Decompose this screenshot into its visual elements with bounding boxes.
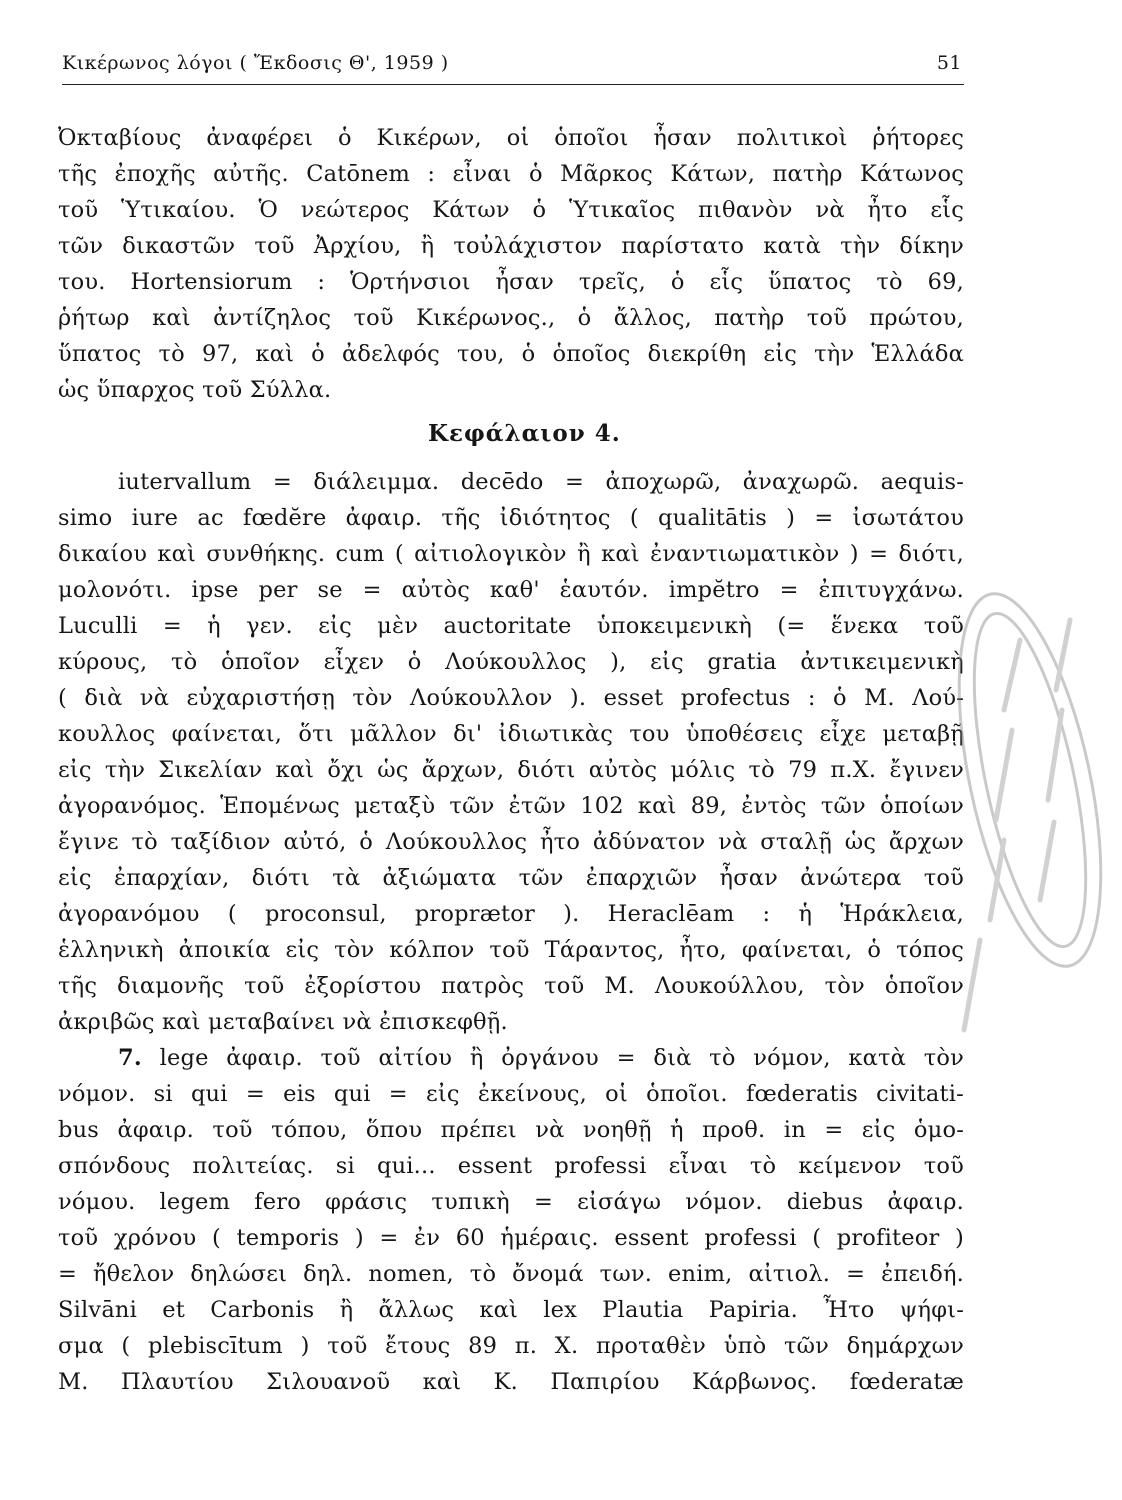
- text-line: Silvāni et Carbonis ἢ ἄλλως καὶ lex Plautia Papiria. Ἦτο ψήφι-: [58, 1297, 964, 1323]
- text-line: simo iure ac fœdĕre ἀφαιρ. τῆς ἰδιότητος ( qualitātis ) = ἰσωτάτου: [58, 505, 964, 531]
- text-line: εἰς ἐπαρχίαν, διότι τὰ ἀξιώματα τῶν ἐπαρχιῶν ἦσαν ἀνώτερα τοῦ: [58, 865, 964, 891]
- text-line: τοῦ Ὑτικαίου. Ὁ νεώτερος Κάτων ὁ Ὑτικαῖος πιθανὸν νὰ ἦτο εἷς: [58, 197, 964, 223]
- header-title: Κικέρωνος λόγοι ( Ἔκδοσις Θ', 1959 ): [62, 52, 449, 74]
- text-line: νόμου. legem fero φράσις τυπικὴ = εἰσάγω νόμον. diebus ἀφαιρ.: [58, 1189, 964, 1215]
- text-line: κουλλος φαίνεται, ὅτι μᾶλλον δι' ἰδιωτικὰς του ὑποθέσεις εἶχε μεταβῇ: [58, 721, 964, 747]
- text-line: εἰς τὴν Σικελίαν καὶ ὄχι ὡς ἄρχων, διότι αὐτὸς μόλις τὸ 79 π.Χ. ἔγινεν: [58, 757, 964, 783]
- text-line: ἀγορανόμος. Ἑπομένως μεταξὺ τῶν ἐτῶν 102 καὶ 89, ἐντὸς τῶν ὁποίων: [58, 793, 964, 819]
- running-header: [62, 48, 964, 80]
- text-line: κύρους, τὸ ὁποῖον εἶχεν ὁ Λούκουλλος ), εἰς gratia ἀντικειμενικὴ: [58, 649, 964, 675]
- text-line: σπόνδους πολιτείας. si qui... essent professi εἶναι τὸ κείμενον τοῦ: [58, 1153, 964, 1179]
- text-line: τῶν δικαστῶν τοῦ Ἀρχίου, ἢ τοὐλάχιστον παρίστατο κατὰ τὴν δίκην: [58, 233, 964, 259]
- text-line: ῥήτωρ καὶ ἀντίζηλος τοῦ Κικέρωνος., ὁ ἄλλος, πατὴρ τοῦ πρώτου,: [58, 305, 964, 331]
- text-line: σμα ( plebiscītum ) τοῦ ἔτους 89 π. Χ. προταθὲν ὑπὸ τῶν δημάρχων: [58, 1333, 964, 1359]
- text-line: ἔγινε τὸ ταξίδιον αὐτό, ὁ Λούκουλλος ἦτο ἀδύνατον νὰ σταλῇ ὡς ἄρχων: [58, 829, 964, 855]
- paragraph-number: 7.: [118, 1045, 142, 1071]
- text-line: ἑλληνικὴ ἀποικία εἰς τὸν κόλπον τοῦ Τάραντος, ἦτο, φαίνεται, ὁ τόπος: [58, 937, 964, 963]
- page-number: 51: [936, 52, 962, 74]
- text-line: νόμον. si qui = eis qui = εἰς ἐκείνους, οἱ ὁποῖοι. fœderatis civitati-: [58, 1081, 964, 1107]
- text-line: ἀγορανόμου ( proconsul, proprætor ). Heraclēam : ἡ Ἡράκλεια,: [58, 901, 964, 927]
- paragraph-7-first-line: [118, 1040, 964, 1076]
- text-line: τῆς ἐποχῆς αὐτῆς. Catōnem : εἶναι ὁ Μᾶρκος Κάτων, πατὴρ Κάτωνος: [58, 161, 964, 187]
- text-line: = ἤθελον δηλώσει δηλ. nomen, τὸ ὄνομά των. enim, αἰτιολ. = ἐπειδή.: [58, 1261, 964, 1287]
- chapter-heading: Κεφάλαιον 4.: [428, 420, 621, 447]
- text-line: μολονότι. ipse per se = αὐτὸς καθ' ἑαυτόν. impĕtro = ἐπιτυγχάνω.: [58, 577, 964, 603]
- stamp-icon: [920, 560, 1120, 1100]
- text-line: Luculli = ἡ γεν. εἰς μὲν auctoritate ὑποκειμενικὴ (= ἕνεκα τοῦ: [58, 613, 964, 639]
- text-line: δικαίου καὶ συνθήκης. cum ( αἰτιολογικὸν ἢ καὶ ἐναντιωματικὸν ) = διότι,: [58, 541, 964, 567]
- text-line: ὡς ὕπαρχος τοῦ Σύλλα.: [58, 377, 332, 403]
- text-line: ὕπατος τὸ 97, καὶ ὁ ἀδελφός του, ὁ ὁποῖος διεκρίθη εἰς τὴν Ἑλλάδα: [58, 341, 964, 367]
- text-line: Ὀκταβίους ἀναφέρει ὁ Κικέρων, οἱ ὁποῖοι ἦσαν πολιτικοὶ ῥήτορες: [58, 125, 964, 151]
- text-line: τοῦ χρόνου ( temporis ) = ἐν 60 ἡμέραις. essent professi ( profiteor ): [58, 1225, 964, 1251]
- text-line: iutervallum = διάλειμμα. decēdo = ἀποχωρῶ, ἀναχωρῶ. aequis-: [118, 469, 964, 495]
- library-stamp: [920, 560, 1120, 1100]
- text-line: του. Hortensiorum : Ὁρτήνσιοι ἦσαν τρεῖς, ὁ εἷς ὕπατος τὸ 69,: [58, 269, 964, 295]
- text-line: bus ἀφαιρ. τοῦ τόπου, ὅπου πρέπει νὰ νοηθῇ ἡ προθ. in = εἰς ὁμο-: [58, 1117, 964, 1143]
- text-line: τῆς διαμονῆς τοῦ ἐξορίστου πατρὸς τοῦ Μ. Λουκούλλου, τὸν ὁποῖον: [58, 973, 964, 999]
- text-line: ( διὰ νὰ εὐχαριστήσῃ τὸν Λούκουλλον ). esset profectus : ὁ Μ. Λού-: [58, 685, 964, 711]
- text-line: ἀκριβῶς καὶ μεταβαίνει νὰ ἐπισκεφθῇ.: [58, 1009, 508, 1035]
- text-line: Μ. Πλαυτίου Σιλουανοῦ καὶ Κ. Παπιρίου Κάρβωνος. fœderatæ: [58, 1369, 964, 1395]
- header-rule: [62, 84, 964, 85]
- text-line: lege ἀφαιρ. τοῦ αἰτίου ἢ ὀργάνου = διὰ τὸ νόμον, κατὰ τὸν: [159, 1045, 964, 1071]
